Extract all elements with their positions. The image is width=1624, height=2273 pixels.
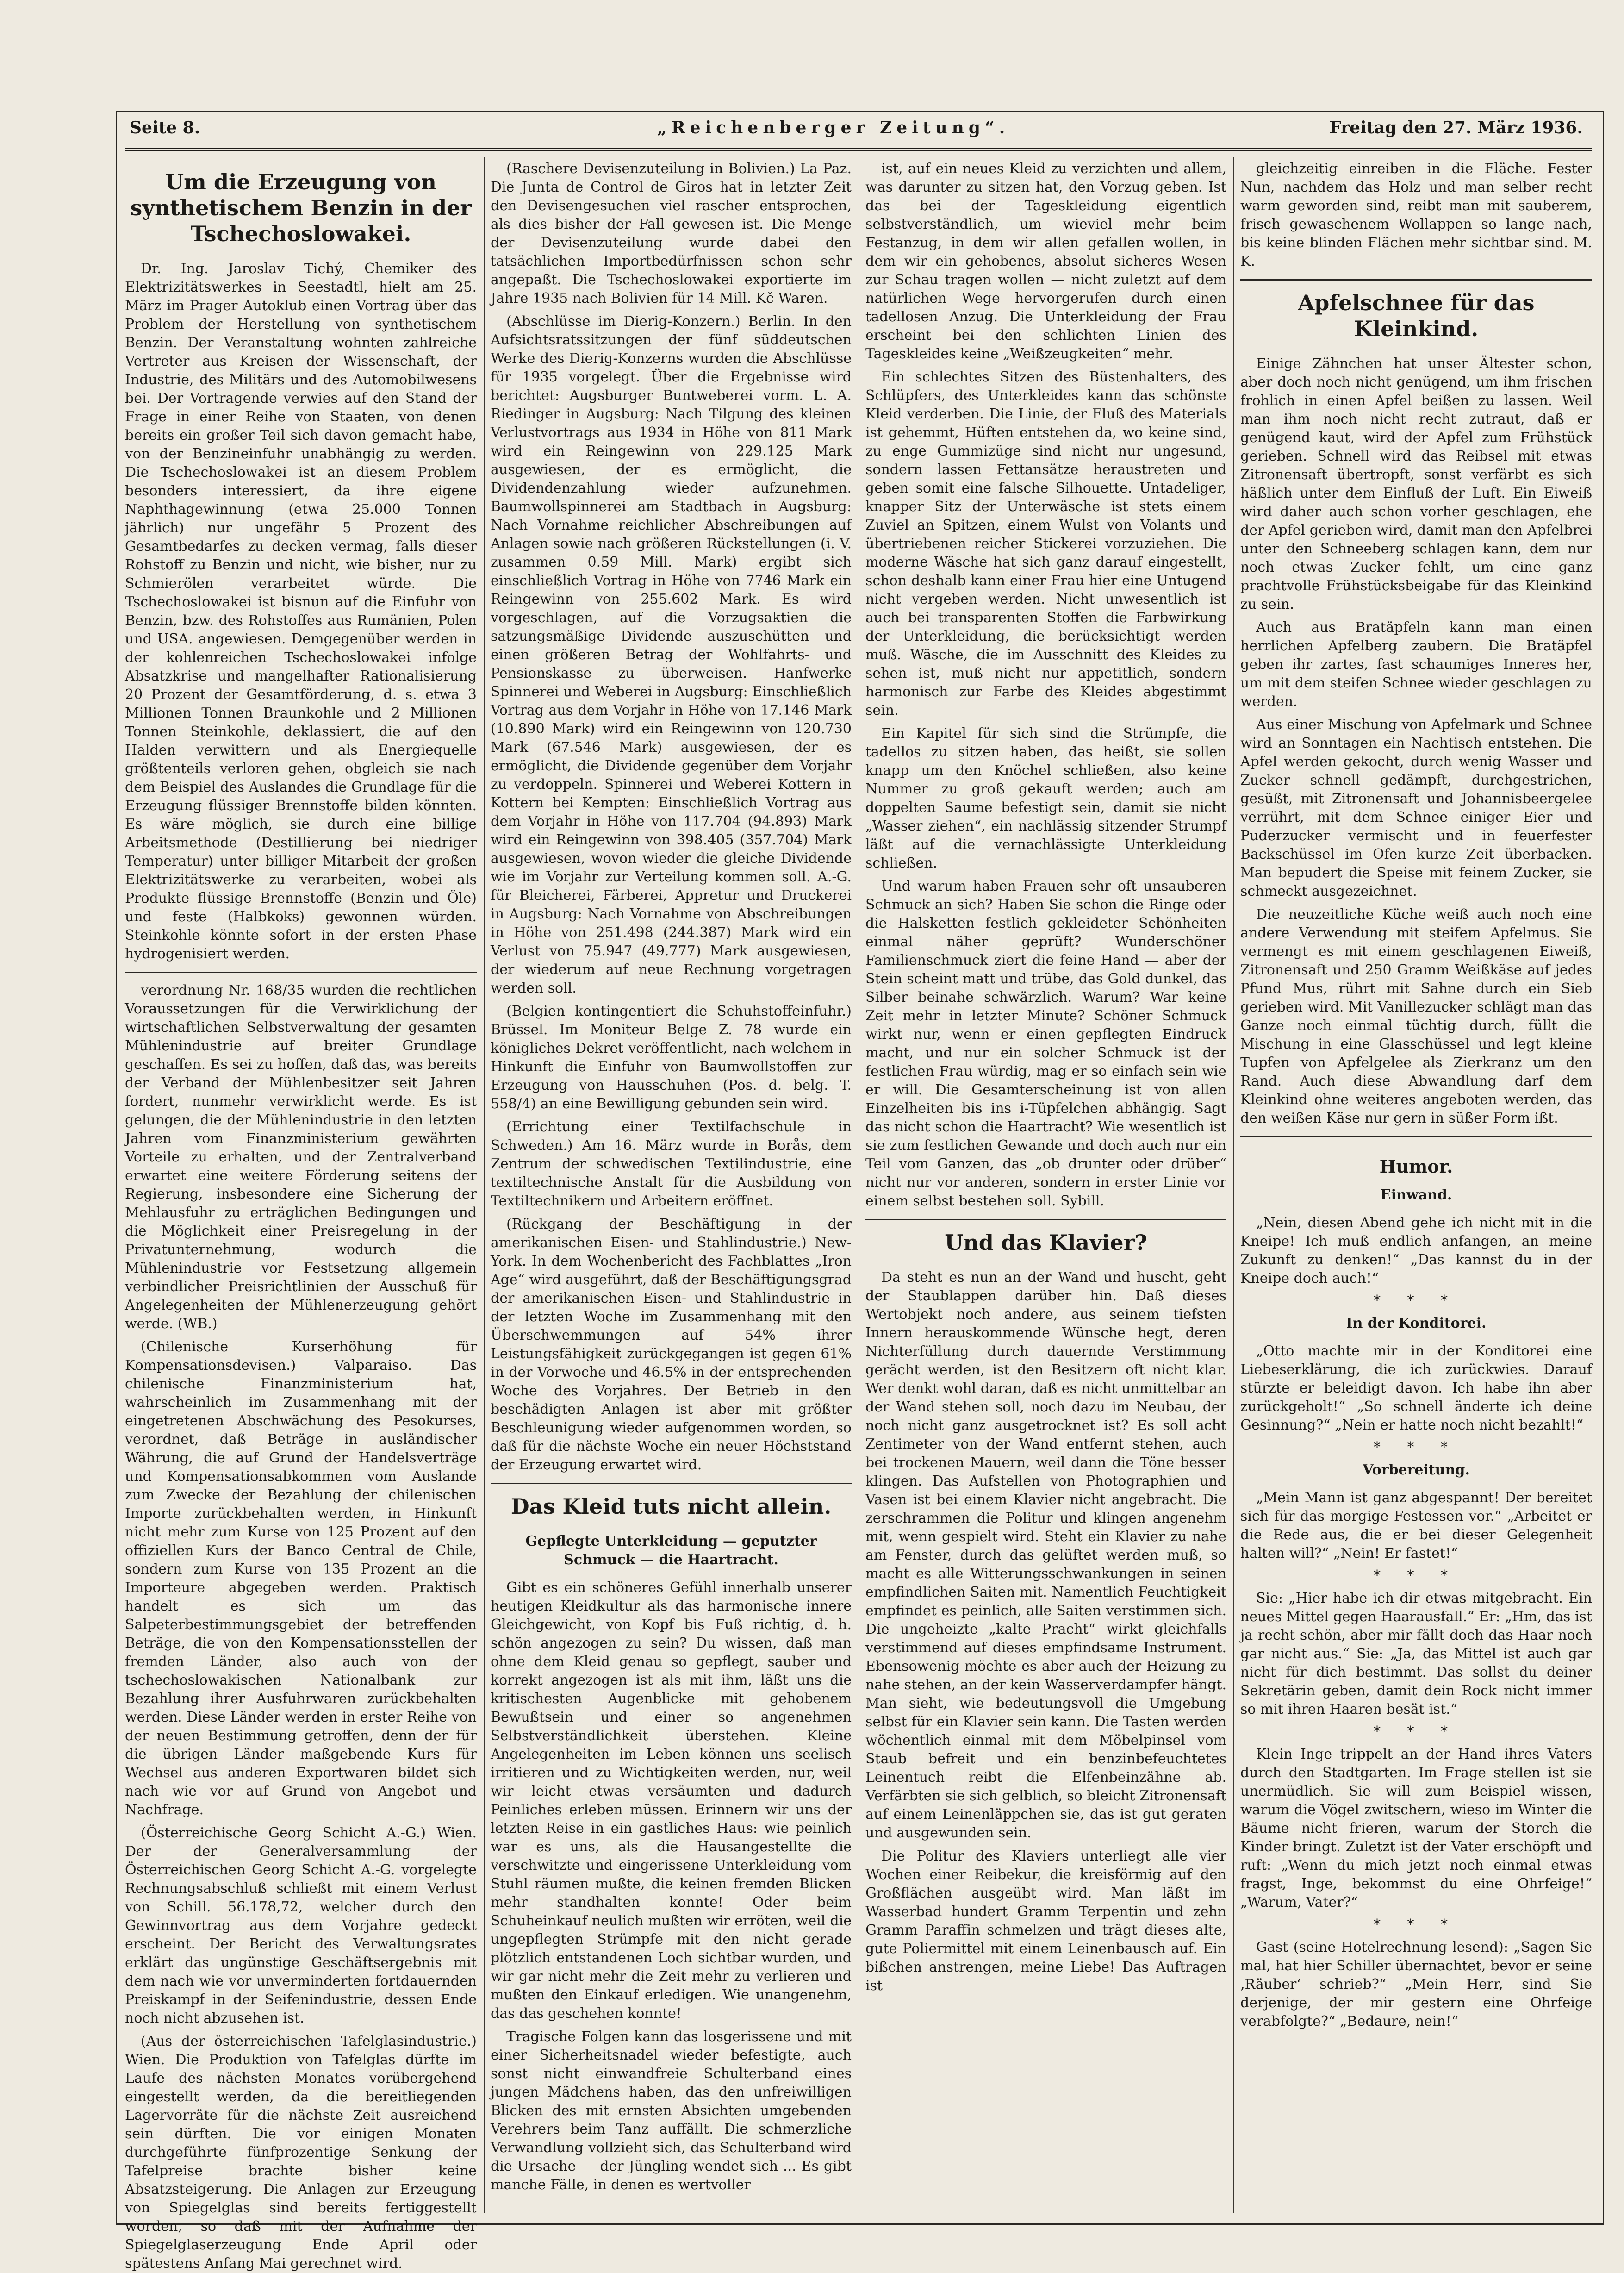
article-paragraph: Ein schlechtes Sitzen des Büstenhalters, des Schlüpfers, des Unterkleides kann das schönste Kleid verderben. Die Linie, der Fluß des Materials ist gehemmt, Hüften entstehen da, wo keine sind, zu enge Gummizüge sind nicht nur ungesund, sondern lassen Fettansätze heraustreten und geben somit eine falsche Silhouette. Untadeliger, knapper Sitz der Unterwäsche ist stets einem Zuviel an Spitzen, einem Wulst von Volants und übertriebenen reicher Stickerei vorzuziehen. Die moderne Wäsche hat sich ganz darauf eingestellt, schon deshalb kann einer Frau hier eine Untugend nicht vergeben werden. Nicht unwesentlich ist auch bei transparenten Stoffen die Farbwirkung der Unterkleidung, die berücksichtigt werden muß. Wäsche, die im Ausschnitt des Kleides zu sehen ist, muß nicht nur appetitlich, sondern harmonisch zur Farbe des Kleides abgestimmt sein. xyxy=(865,369,1226,718)
article-headline-benzin: Um die Erzeugung von synthetischem Benzin in der Tschechoslowakei. xyxy=(130,169,472,246)
article-headline-klavier: Und das Klavier? xyxy=(945,1230,1147,1255)
page-number: Seite 8. xyxy=(130,118,200,137)
article-paragraph: (Abschlüsse im Dierig-Konzern.) Berlin. In den Aufsichtsratssitzungen der fünf süddeutschen Werke des Dierig-Konzerns wurden die Abschlüsse für 1935 vorgelegt. Über die Ergebnisse wird berichtet: Augsburger Buntweberei vorm. L. A. Riedinger in Augsburg: Nach Tilgung des kleinen Verlustvortrags aus 1934 in Höhe von 811 Mark wird ein Reingewinn von 229.125 Mark ausgewiesen, der es ermöglicht, die Dividendenzahlung wieder aufzunehmen. Baumwollspinnerei am Stadtbach in Augsburg: Nach Vornahme reichlicher Abschreibungen auf Anlagen sowie nach größeren Rückstellungen (i. V. zusammen 0.59 Mill. Mark) ergibt sich einschließlich Vortrag in Höhe von 7746 Mark ein Reingewinn von 255.602 Mark. Es wird vorgeschlagen, auf die Vorzugsaktien die satzungsmäßige Dividende auszuschütten und einen größeren Betrag der Wohlfahrts- und Pensionskasse zu überweisen. Hanfwerke Spinnerei und Weberei in Augsburg: Einschließlich Vortrag aus dem Vorjahr in Höhe von 17.146 Mark (10.890 Mark) wird ein Reingewinn von 120.730 Mark (67.546 Mark) ausgewiesen, der es ermöglicht, die Dividende gegenüber dem Vorjahr zu verdoppeln. Spinnerei und Weberei Kottern in Kottern bei Kempten: Einschließlich Vortrag aus dem Vorjahr in Höhe von 117.704 (94.893) Mark wird ein Reingewinn von 398.405 (357.704) Mark ausgewiesen, wovon wieder die gleiche Dividende wie im Vorjahr zur Verteilung kommen soll. A.-G. für Bleicherei, Färberei, Appretur und Druckerei in Augsburg: Nach Vornahme von Abschreibungen in Höhe von 251.498 (244.387) Mark wird ein Verlust von 75.947 (49.777) Mark ausgewiesen, der wiederum auf neue Rechnung vorgetragen werden soll. xyxy=(491,313,852,996)
article-headline-apfelschnee: Apfelschnee für das Kleinkind. xyxy=(1298,290,1535,341)
humor-heading: Humor. xyxy=(1379,1156,1453,1177)
article-paragraph: Da steht es nun an der Wand und huscht, geht der Staublappen darüber hin. Daß dieses Wertobjekt noch andere, aus seinem tiefsten Innern herauskommende Wünsche hegt, deren Nichterfüllung durch dauernde Verstimmung gerächt werden, ist den Besitzern oft nicht klar. Wer denkt wohl daran, daß es nicht unmittelbar an der Wand stehen soll, noch dazu im Neubau, der noch nicht ganz ausgetrocknet ist? Es soll acht Zentimeter von der Wand entfernt stehen, auch bei trockenen Mauern, weil dann die Töne besser klingen. Das Aufstellen von Photographien und Vasen ist bei einem Klavier nicht angebracht. Die zerschrammen die Politur und klingen angenehm mit, wenn gespielt wird. Steht ein Klavier zu nahe am Fenster, durch das gelüftet werden muß, so macht es alle Witterungsschwankungen in seinen empfindlichen Saiten mit. Namentlich Feuchtigkeit empfindet es peinlich, alle Saiten verstimmen sich. Die ungeheizte „kalte Pracht“ wirkt gleichfalls verstimmend auf dieses empfindsame Instrument. Ebensowenig möchte es aber auch der Heizung zu nahe stehen, an der kein Wasserverdampfer hängt. Man sieht, wie bedeutungsvoll die Umgebung selbst für ein Klavier sein kann. Die Tasten werden wöchentlich einmal mit dem Möbelpinsel vom Staub befreit und ein benzinbefeuchtetes Leinentuch reibt die Elfenbeinzähne ab. Verfärbten sie sich gelblich, so bleicht Zitronensaft auf einem Leinenläppchen sie, das ist gut geraten und ausgewunden sein. xyxy=(865,1269,1226,1841)
separator-stars: * * * xyxy=(1373,1723,1459,1740)
article-paragraph: (Rückgang der Beschäftigung in der amerikanischen Eisen- und Stahlindustrie.) New-York. In dem Wochenbericht des Fachblattes „Iron Age“ wird ausgeführt, daß der Beschäftigungsgrad der amerikanischen Eisen- und Stahlindustrie in der letzten Woche im Zusammenhang mit den Überschwemmungen auf 54% ihrer Leistungsfähigkeit zurückgegangen ist gegen 61% in der Vorwoche und 46.5% in der entsprechenden Woche des Vorjahres. Der Betrieb in den beschädigten Anlagen ist aber mit größter Beschleunigung wieder aufgenommen worden, so daß für die nächste Woche ein neuer Höchststand der Erzeugung erwartet wird. xyxy=(491,1216,852,1473)
article-subheadline: Gepflegte Unterkleidung — geputzter Schmuck — die Haartracht. xyxy=(525,1533,817,1568)
header-rule xyxy=(125,148,1592,151)
article-paragraph: Auch aus Bratäpfeln kann man einen herrlichen Apfelberg zaubern. Die Bratäpfel geben ihr zartes, fast schaumiges Inneres her, um mit dem steifen Schnee wieder geschlagen zu werden. xyxy=(1240,619,1592,710)
column-3 xyxy=(865,160,1226,2211)
article-rule xyxy=(491,1483,852,1484)
article-paragraph: (Errichtung einer Textilfachschule in Schweden.) Am 16. März wurde in Borås, dem Zentrum der schwedischen Textilindustrie, eine textiltechnische Anstalt für die Ausbildung von Textiltechnikern und Arbeitern eröffnet. xyxy=(491,1119,852,1209)
article-paragraph: (Aus der österreichischen Tafelglasindustrie.) Wien. Die Produktion von Tafelglas dürfte im Laufe des nächsten Monates vorübergehend eingestellt werden, da die bereitliegenden Lagervorräte für die nächste Zeit ausreichend sein dürften. Die vor einigen Monaten durchgeführte fünfprozentige Senkung der Tafelpreise brachte bisher keine Absatzsteigerung. Die Anlagen zur Erzeugung von Spiegelglas sind bereits fertiggestellt worden, so daß mit der Aufnahme der Spiegelglaserzeugung Ende April oder spätestens Anfang Mai gerechnet wird. xyxy=(125,2033,477,2272)
column-divider xyxy=(484,157,485,2213)
column-4 xyxy=(1240,160,1592,2211)
separator-stars: * * * xyxy=(1373,1293,1459,1309)
article-paragraph: Dr. Ing. Jaroslav Tichý, Chemiker des Elektrizitätswerkes in Seestadtl, hielt am 25. März im Prager Autoklub einen Vortrag über das Problem der Herstellung von synthetischem Benzin. Der Veranstaltung wohnten zahlreiche Vertreter aus Kreisen der Wissenschaft, der Industrie, des Militärs und des Automobilwesens bei. Der Vortragende verwies auf den Stand der Frage in einer Reihe von Staaten, von denen bereits ein großer Teil sich davon gemacht habe, von der Benzineinfuhr unabhängig zu werden. Die Tschechoslowakei ist an diesem Problem besonders interessiert, da ihre eigene Naphthagewinnung (etwa 25.000 Tonnen jährlich) nur ungefähr 5 Prozent des Gesamtbedarfes zu decken vermag, falls dieser Rohstoff zu Benzin und nicht, wie bisher, nur zu Schmierölen verarbeitet würde. Die Tschechoslowakei ist bisnun auf die Einfuhr von Benzin, bzw. des Rohstoffes aus Rumänien, Polen und USA. angewiesen. Demgegenüber werden in der kohlenreichen Tschechoslowakei infolge Absatzkrise und mangelhafter Rationalisierung 20 Prozent der Gesamtförderung, d. s. etwa 3 Millionen Tonnen Braunkohle und 2 Millionen Tonnen Steinkohle, deklassiert, die auf den Halden verwittern und als Energiequelle größtenteils verloren gehen, obgleich sie nach dem Beispiel des Auslandes die Grundlage für die Erzeugung flüssiger Brennstoffe bilden könnten. Es wäre möglich, sie durch eine billige Arbeitsmethode (Destillierung bei niedriger Temperatur) unter billiger Mitarbeit der großen Elektrizitätswerke zu verarbeiten, wobei als Produkte flüssige Brennstoffe (Benzin und Öle) und feste (Halbkoks) gewonnen würden. Steinkohle könnte sofort in der ersten Phase hydrogenisiert werden. xyxy=(125,261,477,962)
article-rule xyxy=(1240,279,1592,281)
article-paragraph: (Belgien kontingentiert die Schuhstoffeinfuhr.) Brüssel. Im Moniteur Belge Z. 78 wurde ein königliches Dekret veröffentlicht, nach welchem in Hinkunft die Einfuhr von Baumwollstoffen zur Erzeugung von Hausschuhen (Pos. d. belg. T. 558/4) an eine Bewilligung gebunden sein wird. xyxy=(491,1003,852,1112)
article-paragraph: (Chilenische Kurserhöhung für Kompensationsdevisen.) Valparaiso. Das chilenische Finanzministerium hat, wahrscheinlich im Zusammenhang mit der eingetretenen Abschwächung des Pesokurses, verordnet, daß Beträge in ausländischer Währung, die auf Grund der Handelsverträge und Kompensationsabkommen vom Auslande zum Zwecke der Bezahlung der chilenischen Importe zurückbehalten werden, in Hinkunft nicht mehr zum Kurse von 125 Prozent auf den offiziellen Kurs der Banco Central de Chile, sondern zum Kurse von 135 Prozent an die Importeure abgegeben werden. Praktisch handelt es sich um das Salpeterbestimmungsgebiet der betreffenden Beträge, die von den Kompensationsstellen der fremden Länder, also auch von der tschechoslowakischen Nationalbank zur Bezahlung ihrer Ausfuhrwaren zurückbehalten werden. Diese Länder werden in erster Reihe von der neuen Bestimmung getroffen, denn der für die übrigen Länder maßgebende Kurs für Wechsel aus anderen Exportwaren bildet sich nach wie vor auf Grund von Angebot und Nachfrage. xyxy=(125,1339,477,1818)
article-paragraph: verordnung Nr. 168/35 wurden die rechtlichen Voraussetzungen für die Verwirklichung der wirtschaftlichen Selbstverwaltung der gesamten Mühlenindustrie auf breiter Grundlage geschaffen. Es sei zu hoffen, daß das, was bereits der Verband der Mühlenbesitzer seit Jahren fordert, nunmehr verwirklicht werde. Es ist gelungen, die der Mühlenindustrie in den letzten Jahren vom Finanzministerium gewährten Vorteile zu erhalten, und der Zentralverband erwartet eine weitere Förderung seitens der Regierung, insbesondere eine Sicherung der Mehlausfuhr zu erträglichen Bedingungen und die Möglichkeit einer Preisregelung in der Privatunternehmung, wodurch die Mühlenindustrie vor Festsetzung allgemein verbindlicher Preisrichtlinien der Ausschuß für Angelegenheiten der Mühlenerzeugung gehört werde. (WB.) xyxy=(125,982,477,1332)
joke-title: Vorbereitung. xyxy=(1363,1462,1470,1478)
article-paragraph: Gibt es ein schöneres Gefühl innerhalb unserer heutigen Kleidkultur als das harmonische innere Gleichgewicht, von Kopf bis Fuß richtig, d. h. schön angezogen zu sein? Du wissen, daß man ohne dem Kleid genau so gepflegt, sauber und korrekt angezogen ist als mit ihm, läßt uns die kritischesten Augenblicke mit gehobenem Bewußtsein und einer so angenehmen Selbstverständlichkeit überstehen. Kleine Angelegenheiten im Leben können uns seelisch irritieren und zu Wichtigkeiten werden, nur, weil wir leicht etwas versäumten und dadurch Peinliches erleben müssen. Erinnern wir uns der letzten Reise in ein gastliches Haus: wie peinlich war es uns, als die Hausangestellte die verschwitzte und eingerissene Unterkleidung vom Stuhl räumen mußte, die keinen fremden Blicken mehr standhalten konnte! Oder beim Schuheinkauf neulich mußten wir erröten, weil die ungepflegten Strümpfe mit den nicht gerade plötzlich entstandenen Loch sichtbar wurden, und wir gar nicht mehr die Zeit mehr zu verlieren und mußten den Einkauf erledigen. Wie unangenehm, das das geschehen konnte! xyxy=(491,1580,852,2022)
joke-text: „Otto machte mir in der Konditorei eine Liebeserklärung, die ich zurückwies. Darauf stürzte er beleidigt davon. Ich habe ihn aber zurückgeholt!“ „So schnell änderte ich deine Gesinnung?“ „Nein er hatte noch nicht bezahlt!“ xyxy=(1240,1343,1592,1433)
article-headline-kleid: Das Kleid tuts nicht allein. xyxy=(510,1494,832,1519)
column-divider xyxy=(1233,157,1234,2213)
article-paragraph: Einige Zähnchen hat unser Ältester schon, aber doch noch nicht genügend, um ihm frischen frohlich in einen Apfel beißen zu lassen. Weil man ihm noch nicht recht zutraut, daß er genügend kaut, wird der Apfel zum Frühstück gerieben. Schnell wird das Reibsel mit etwas Zitronensaft übertropft, sonst verfärbt es sich häßlich unter dem Einfluß der Luft. Ein Eiweiß wird daher auch schon vorher geschlagen, ehe der Apfel gerieben wird, damit man den Apfelbrei unter den Schneeberg schlagen kann, dem nur noch etwas Zucker fehlt, um eine ganz prachtvolle Frühstücksbeigabe für das Kleinkind zu sein. xyxy=(1240,356,1592,612)
joke-title: Einwand. xyxy=(1380,1187,1452,1203)
article-rule xyxy=(1240,1136,1592,1137)
article-paragraph: Aus einer Mischung von Apfelmark und Schnee wird an Sonntagen ein Nachtisch entstehen. Die Apfel werden gekocht, durch wenig Wasser und Zucker schnell gedämpft, durchgestrichen, gesüßt, mit Zitronensaft und Johannisbeergelee verrührt, mit dem Schnee einiger Eier und Puderzucker vermischt und in feuerfester Backschüssel im Ofen kurze Zeit überbacken. Man bepudert die Speise mit feinem Zucker, sie schmeckt ausgezeichnet. xyxy=(1240,717,1592,899)
joke-text: Sie: „Hier habe ich dir etwas mitgebracht. Ein neues Mittel gegen Haarausfall.“ Er: „Hm, das ist ja recht schön, aber mir fällt doch das Haar noch gar nicht aus.“ Sie: „Ja, das Mittel ist auch gar nicht für dich bestimmt. Das sollst du deiner Sekretärin geben, damit dein Rock nicht immer so mit ihren Haaren besät ist.“ xyxy=(1240,1590,1592,1717)
article-paragraph: Und warum haben Frauen sehr oft unsauberen Schmuck an sich? Haben Sie schon die Ringe oder die Halsketten festlich gekleideter Schönheiten einmal näher geprüft? Wunderschöner Familienschmuck ziert die feine Hand — aber der Stein scheint matt und trübe, das Gold dunkel, das Silber beinahe schwärzlich. Warum? War keine Zeit mehr in letzter Minute? Schöner Schmuck wirkt nur, wenn er einen gepflegten Eindruck macht, und nur ein solcher Schmuck ist der festlichen Frau würdig, mag er so einfach sein wie er will. Die Gesamterscheinung ist von allen Einzelheiten bis ins i-Tüpfelchen abhängig. Sagt das nicht schon die Haartracht? Wie wesentlich ist sie zum festlichen Gewande und doch auch nur ein Teil vom Ganzen, das „ob drunter oder drüber“ nicht nur vor anderen, sondern in erster Linie vor einem selbst bestehen soll. Sybill. xyxy=(865,878,1226,1209)
issue-date: Freitag den 27. März 1936. xyxy=(1329,118,1583,137)
separator-stars: * * * xyxy=(1373,1917,1459,1933)
article-paragraph: Die neuzeitliche Küche weiß auch noch eine andere Verwendung mit steifem Apfelmus. Sie vermengt es mit einem geschlagenen Eiweiß, Zitronensaft und 250 Gramm Weißkäse auf jedes Pfund Mus, rührt mit Sahne durch ein Sieb gerieben wird. Mit Vanillezucker schlägt man das Ganze noch einmal tüchtig durch, füllt die Mischung in eine Glasschüssel und legt kleine Tupfen von Apfelgelee als Zierkranz um den Rand. Auch diese Abwandlung darf dem Kleinkind ohne weiteres angeboten werden, das den weißen Käse nur gern in süßer Form ißt. xyxy=(1240,906,1592,1126)
newspaper-title: „Reichenberger Zeitung“. xyxy=(657,118,1010,137)
column-1 xyxy=(125,160,477,2272)
article-paragraph: Ein Kapitel für sich sind die Strümpfe, die tadellos zu sitzen haben, das heißt, sie sollen knapp um den Knöchel schließen, also keine Nummer zu groß gekauft werden; auch am doppelten Saume befestigt sein, damit sie nicht „Wasser ziehen“, ein nachlässig sitzender Strumpf läßt auf die vernachlässigte Unterkleidung schließen. xyxy=(865,725,1226,871)
joke-text: Klein Inge trippelt an der Hand ihres Vaters durch den Stadtgarten. Im Frage stellen ist sie unermüdlich. Sie will zum Beispiel wissen, warum die Vögel zwitschern, wieso im Winter die Bäume nicht frieren, warum der Storch die Kinder bringt. Zuletzt ist der Vater erschöpft und ruft: „Wenn du mich jetzt noch einmal etwas fragst, Inge, bekommst du eine Ohrfeige!“ „Warum, Vater?“ xyxy=(1240,1746,1592,1911)
column-2 xyxy=(491,160,852,2211)
article-rule xyxy=(865,1219,1226,1220)
joke-text: „Mein Mann ist ganz abgespannt! Der bereitet sich für das morgige Festessen vor.“ „Arbeitet er die Rede aus, die er bei dieser Gelegenheit halten will?“ „Nein! Er fastet!“ xyxy=(1240,1490,1592,1561)
article-paragraph: (Raschere Devisenzuteilung in Bolivien.) La Paz. Die Junta de Control de Giros hat in letzter Zeit den Devisengesuchen viel rascher entsprochen, als dies bisher der Fall gewesen ist. Die Menge der Devisenzuteilung wurde dabei den tatsächlichen Importbedürfnissen schon sehr angepaßt. Die Tschechoslowakei exportierte im Jahre 1935 nach Bolivien für 14 Mill. Kč Waren. xyxy=(491,161,852,306)
article-paragraph: gleichzeitig einreiben in die Fläche. Fester Nun, nachdem das Holz und man selber recht warm geworden sind, reibt man mit sauberem, frisch gewaschenem Wollappen so lange nach, bis keine blinden Flächen mehr sichtbar sind. M. K. xyxy=(1240,161,1592,269)
joke-text: Gast (seine Hotelrechnung lesend): „Sagen Sie mal, hat hier Schiller übernachtet, bevor er seine ‚Räuber‘ schrieb?“ „Mein Herr, sind Sie derjenige, der mir gestern eine Ohrfeige verabfolgte?“ „Bedaure, nein!“ xyxy=(1240,1939,1592,2029)
article-paragraph: (Österreichische Georg Schicht A.-G.) Wien. Der der Generalversammlung der Österreichischen Georg Schicht A.-G. vorgelegte Rechnungsabschluß schließt mit einem Verlust von Schill. 56.178,72, welcher durch den Gewinnvortrag aus dem Vorjahre gedeckt erscheint. Der Bericht des Verwaltungsrates erklärt das ungünstige Geschäftsergebnis mit dem nach wie vor unverminderten fortdauernden Preiskampf in der Seifenindustrie, dessen Ende noch nicht abzusehen ist. xyxy=(125,1825,477,2026)
separator-stars: * * * xyxy=(1373,1439,1459,1455)
article-paragraph: ist, auf ein neues Kleid zu verzichten und allem, was darunter zu sitzen hat, den Vorzug geben. Ist das bei der Tageskleidung eigentlich selbstverständlich, um wieviel mehr beim Festanzug, in dem wir allen gefallen wollen, in dem wir ein gehobenes, absolut sicheres Wesen zur Schau tragen wollen — nicht zuletzt auf dem natürlichen Wege hervorgerufen durch einen tadellosen Anzug. Die Unterkleidung der Frau erscheint bei den schlichten Linien des Tageskleides keine „Weißzeugkeiten“ mehr. xyxy=(865,161,1226,362)
article-paragraph: Die Politur des Klaviers unterliegt alle vier Wochen einer Reibekur, die kreisförmig auf den Großflächen ausgeübt wird. Man läßt im Wasserbad hundert Gramm Terpentin und zehn Gramm Paraffin schmelzen und trägt dieses alte, gute Poliermittel mit einem Leinenbausch auf. Ein bißchen anstrengen, meine Liebe! Das Auftragen ist xyxy=(865,1848,1226,1994)
article-paragraph: Tragische Folgen kann das losgerissene und mit einer Sicherheitsnadel wieder befestigte, auch sonst nicht einwandfreie Schulterband eines jungen Mädchens haben, das den unfreiwilligen Blicken des mit ernsten Absichten umgebenden Verehrers beim Tanz auffällt. Die schmerzliche Verwandlung vollzieht sich, das Schulterband wird die Ursache — der Jüngling wendet sich ... Es gibt manche Fälle, in denen es wertvoller xyxy=(491,2029,852,2193)
page-header xyxy=(125,118,1592,146)
joke-title: In der Konditorei. xyxy=(1346,1315,1487,1331)
separator-stars: * * * xyxy=(1373,1567,1459,1584)
joke-text: „Nein, diesen Abend gehe ich nicht mit in die Kneipe! Ich muß endlich anfangen, an meine Zukunft zu denken!“ „Das kannst du in der Kneipe doch auch!“ xyxy=(1240,1215,1592,1286)
article-rule xyxy=(125,972,477,973)
